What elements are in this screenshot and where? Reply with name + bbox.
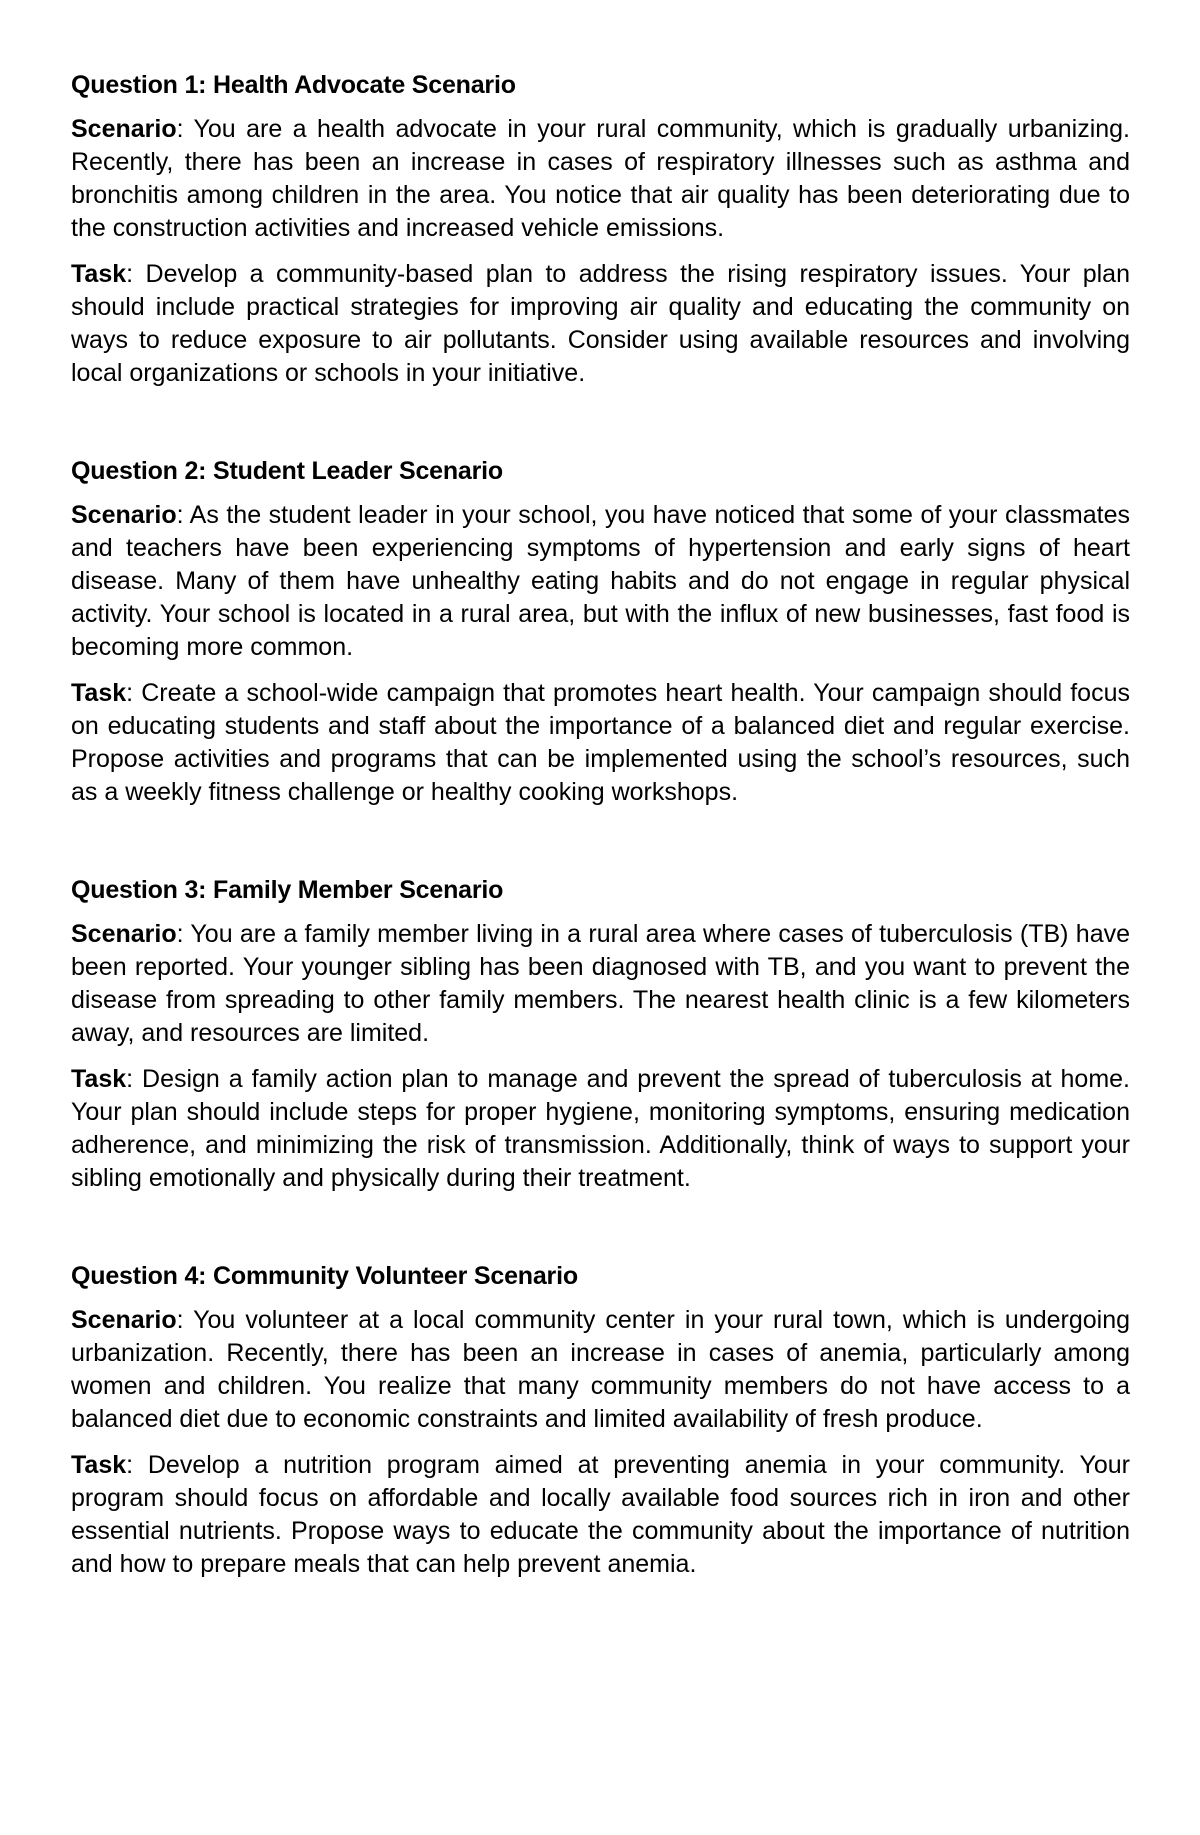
question-3 [71,875,1130,1195]
question-2 [71,456,1130,809]
question-title: Question 4: Community Volunteer Scenario [71,1262,578,1290]
scenario-label: Scenario [71,115,177,143]
scenario-text: : As the student leader in your school, you have noticed that some of your classmates and teachers have been experiencing symptoms of hypertension and early signs of heart disease. Many of them have unhealthy eating habits and do not engage in regular physical activity. Your school is located in a rural area, but with the influx of new businesses, fast food is becoming more common. [71,501,1130,661]
question-1 [71,70,1130,390]
question-title: Question 2: Student Leader Scenario [71,457,503,485]
scenario-text: : You are a health advocate in your rural community, which is gradually urbanizing. Recently, there has been an increase in cases of respiratory illnesses such as asthma and bronchitis among children in the area. You notice that air quality has been deteriorating due to the construction activities and increased vehicle emissions. [71,115,1130,242]
task-text: : Create a school-wide campaign that promotes heart health. Your campaign should focus on educating students and staff about the importance of a balanced diet and regular exercise. Propose activities and programs that can be implemented using the school’s resources, such as a weekly fitness challenge or healthy cooking workshops. [71,679,1130,806]
task-label: Task [71,1065,127,1093]
scenario-text: : You volunteer at a local community center in your rural town, which is undergoing urbanization. Recently, there has been an increase in cases of anemia, particularly among women and children. You realize that many community members do not have access to a balanced diet due to economic constraints and limited availability of fresh produce. [71,1306,1130,1433]
task-paragraph [71,1449,1130,1581]
scenario-paragraph [71,499,1130,664]
task-label: Task [71,679,127,707]
task-label: Task [71,1451,127,1479]
scenario-label: Scenario [71,1306,177,1334]
scenario-paragraph [71,113,1130,245]
task-text: : Develop a community-based plan to address the rising respiratory issues. Your plan should include practical strategies for improving air quality and educating the community on ways to reduce exposure to air pollutants. Consider using available resources and involving local organizations or schools in your initiative. [71,260,1130,387]
scenario-label: Scenario [71,920,177,948]
scenario-paragraph [71,918,1130,1050]
task-text: : Design a family action plan to manage and prevent the spread of tuberculosis at home. Your plan should include steps for proper hygiene, monitoring symptoms, ensuring medication adherence, and minimizing the risk of transmission. Additionally, think of ways to support your sibling emotionally and physically during their treatment. [71,1065,1130,1192]
task-paragraph [71,258,1130,390]
scenario-text: : You are a family member living in a rural area where cases of tuberculosis (TB) have been reported. Your younger sibling has been diagnosed with TB, and you want to prevent the disease from spreading to other family members. The nearest health clinic is a few kilometers away, and resources are limited. [71,920,1130,1047]
task-paragraph [71,1063,1130,1195]
task-label: Task [71,260,127,288]
scenario-label: Scenario [71,501,177,529]
question-4 [71,1261,1130,1581]
task-text: : Develop a nutrition program aimed at preventing anemia in your community. Your program should focus on affordable and locally available food sources rich in iron and other essential nutrients. Propose ways to educate the community about the importance of nutrition and how to prepare meals that can help prevent anemia. [71,1451,1130,1578]
question-title: Question 1: Health Advocate Scenario [71,71,516,99]
scenario-paragraph [71,1304,1130,1436]
task-paragraph [71,677,1130,809]
question-title: Question 3: Family Member Scenario [71,876,504,904]
